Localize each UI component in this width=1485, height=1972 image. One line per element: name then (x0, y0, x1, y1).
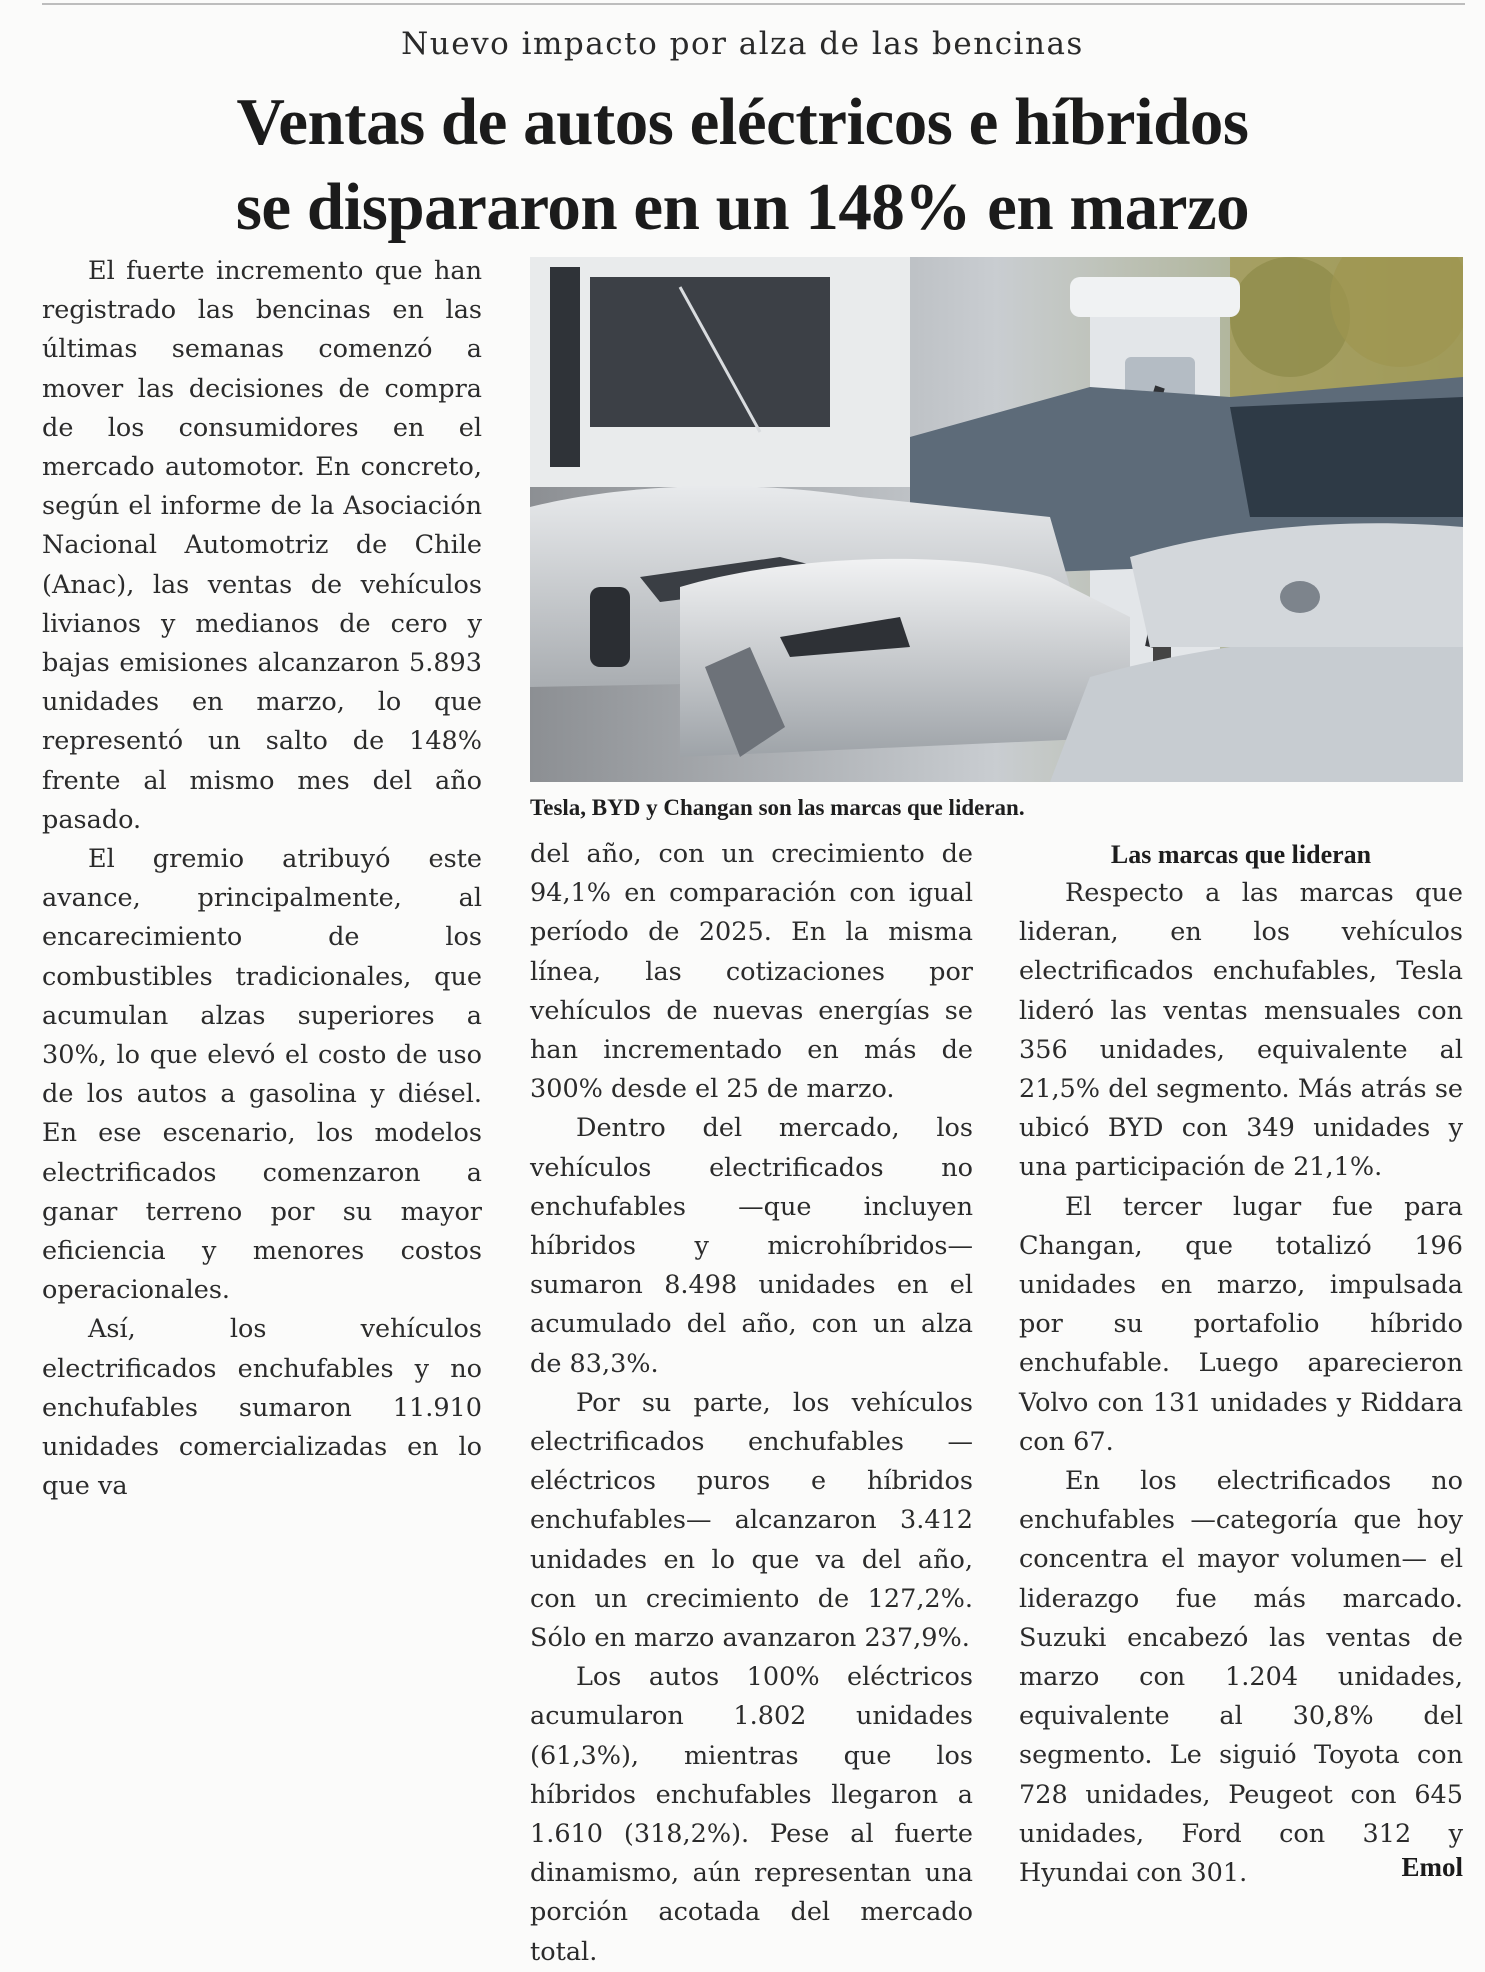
paragraph: En los electrificados no enchufables —categoría que hoy concentra el mayor volumen— el liderazgo fue más marcado. Suzuki encabezó las ventas de marzo con 1.204 unidades, equivalente al 30,8% del segmento. Le siguió Toyota con 728 unidades, Peugeot con 645 unidades, Ford con 312 y Hyundai con 301. (1019, 1466, 1463, 1889)
section-heading: Las marcas que lideran (1110, 840, 1372, 869)
article-column-1 (42, 252, 482, 1507)
source-signature: Emol (1401, 1852, 1463, 1882)
paragraph: Dentro del mercado, los vehículos electrificados no enchufables —que incluyen híbridos y microhíbridos— sumaron 8.498 unidades en el acumulado del año, con un alza de 83,3%. (530, 1113, 973, 1379)
article-headline (0, 80, 1485, 250)
paragraph: El tercer lugar fue para Changan, que totalizó 196 unidades en marzo, impulsada por su portafolio híbrido enchufable. Luego aparecieron Volvo con 131 unidades y Riddara con 67. (1019, 1191, 1463, 1457)
paragraph: Respecto a las marcas que lideran, en los vehículos electrificados enchufables, Tesla lideró las ventas mensuales con 356 unidades, equivalente al 21,5% del segmento. Más atrás se ubicó BYD con 349 unidades y una participación de 21,1%. (1019, 878, 1463, 1183)
article-kicker: Nuevo impacto por alza de las bencinas (401, 26, 1084, 62)
paragraph: del año, con un crecimiento de 94,1% en comparación con igual período de 2025. En la misma línea, las cotizaciones por vehículos de nuevas energías se han incrementado en más de 300% desde el 25 de marzo. (530, 839, 973, 1105)
headline-line-1: Ventas de autos eléctricos e híbridos (236, 85, 1249, 159)
article-column-2 (530, 835, 973, 1972)
paragraph: El fuerte incremento que han registrado las bencinas en las últimas semanas comenzó a mover las decisiones de compra de los consumidores en el mercado automotor. En concreto, según el informe de la Asociación Nacional Automotriz de Chile (Anac), las ventas de vehículos livianos y medianos de cero y bajas emisiones alcanzaron 5.893 unidades en marzo, lo que representó un salto de 148% frente al mismo mes del año pasado. (42, 256, 482, 835)
ev-charging-station-photo (530, 257, 1463, 782)
paragraph: Por su parte, los vehículos electrificados enchufables —eléctricos puros e híbridos enchufables— alcanzaron 3.412 unidades en lo que va del año, con un crecimiento de 127,2%. Sólo en marzo avanzaron 237,9%. (530, 1387, 973, 1654)
headline-line-2: se dispararon en un 148% en marzo (235, 170, 1250, 244)
paragraph: Así, los vehículos electrificados enchufables y no enchufables sumaron 11.910 unidades comercializadas en lo que va (42, 1314, 482, 1502)
article-photo (530, 257, 1463, 782)
top-rule (42, 3, 1465, 5)
article-column-3 (1019, 835, 1463, 1893)
paragraph: Los autos 100% eléctricos acumularon 1.802 unidades (61,3%), mientras que los híbridos enchufables llegaron a 1.610 (318,2%). Pese al fuerte dinamismo, aún representan una porción acotada del mercado total. (530, 1662, 973, 1967)
photo-caption: Tesla, BYD y Changan son las marcas que lideran. (530, 795, 1025, 820)
paragraph: El gremio atribuyó este avance, principalmente, al encarecimiento de los combustibles tradicionales, que acumulan alzas superiores a 30%, lo que elevó el costo de uso de los autos a gasolina y diésel. En ese escenario, los modelos electrificados comenzaron a ganar terreno por su mayor eficiencia y menores costos operacionales. (42, 844, 482, 1306)
